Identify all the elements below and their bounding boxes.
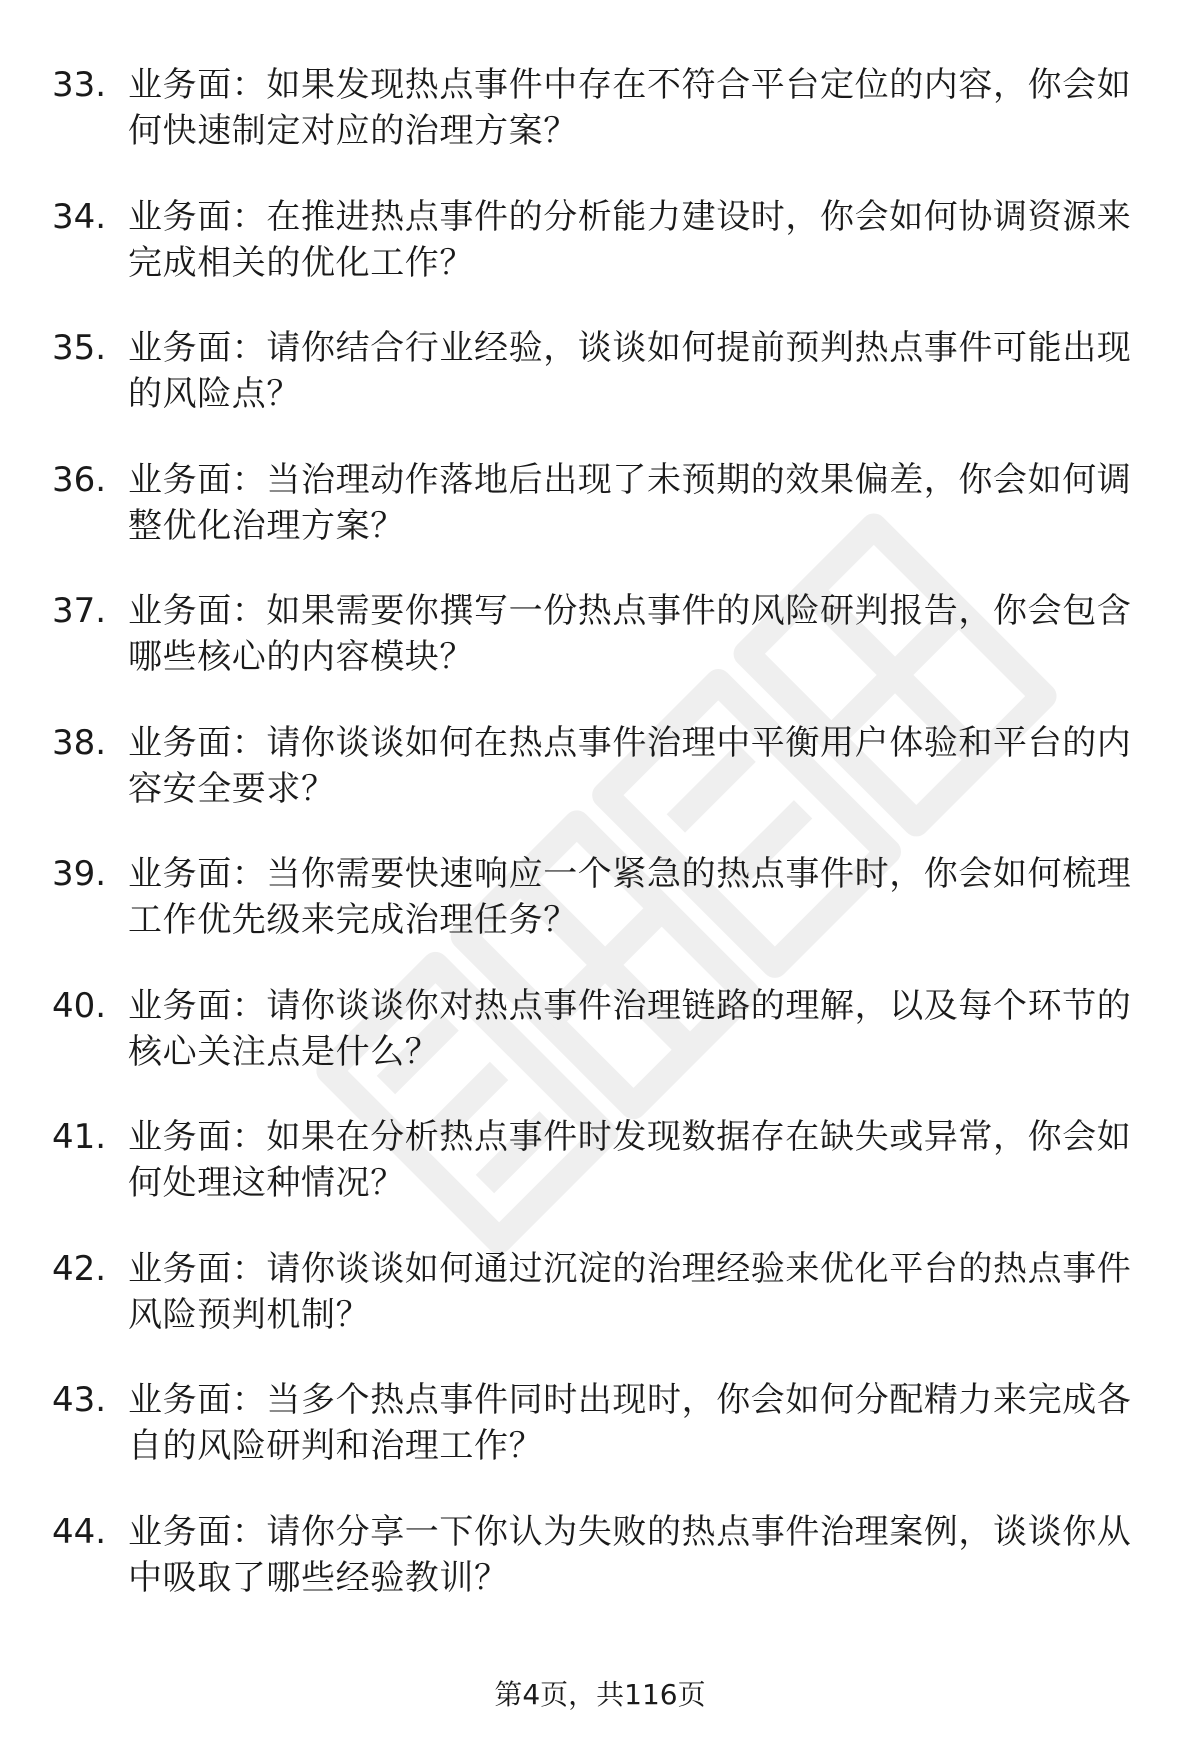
question-category: 业务面： (128, 854, 267, 894)
question-item (0, 1509, 1200, 1641)
question-body: 请你结合行业经验，谈谈如何提前预判热点事件可能出现的风险点？ (128, 328, 1132, 414)
question-item (0, 720, 1200, 852)
question-text (128, 720, 1138, 812)
question-body: 当你需要快速响应一个紧急的热点事件时，你会如何梳理工作优先级来完成治理任务？ (128, 854, 1132, 940)
question-number: 37. (52, 591, 107, 631)
question-category: 业务面： (128, 65, 267, 105)
question-text (128, 325, 1138, 417)
question-number: 33. (52, 65, 107, 105)
question-item (0, 588, 1200, 720)
question-category: 业务面： (128, 1248, 267, 1289)
question-body: 如果需要你撰写一份热点事件的风险研判报告，你会包含哪些核心的内容模块？ (128, 591, 1132, 677)
question-number: 40. (52, 985, 107, 1026)
question-item (0, 1114, 1200, 1246)
question-item (0, 1377, 1200, 1509)
question-number: 41. (52, 1117, 107, 1157)
question-number: 39. (52, 854, 107, 894)
question-body: 当多个热点事件同时出现时，你会如何分配精力来完成各自的风险研判和治理工作？ (128, 1380, 1132, 1466)
question-text (128, 457, 1138, 549)
question-body: 请你谈谈你对热点事件治理链路的理解，以及每个环节的核心关注点是什么？ (128, 985, 1132, 1072)
question-category: 业务面： (128, 328, 267, 368)
question-body: 当治理动作落地后出现了未预期的效果偏差，你会如何调整优化治理方案？ (128, 459, 1132, 546)
question-number: 42. (52, 1248, 107, 1289)
question-category: 业务面： (128, 591, 267, 631)
question-text (128, 1509, 1138, 1601)
question-text (128, 194, 1138, 286)
question-body: 在推进热点事件的分析能力建设时，你会如何协调资源来完成相关的优化工作？ (128, 196, 1132, 283)
question-text (128, 1246, 1138, 1338)
question-item (0, 1246, 1200, 1378)
question-item (0, 457, 1200, 589)
question-number: 35. (52, 328, 107, 368)
question-category: 业务面： (128, 1511, 267, 1552)
question-category: 业务面： (128, 722, 267, 763)
question-text (128, 1114, 1138, 1206)
page-number: 第4页，共116页 (494, 1678, 706, 1711)
question-category: 业务面： (128, 459, 267, 500)
question-item (0, 194, 1200, 326)
question-body: 请你谈谈如何在热点事件治理中平衡用户体验和平台的内容安全要求？ (128, 722, 1132, 809)
question-number: 38. (52, 722, 107, 763)
question-text (128, 62, 1138, 154)
question-text (128, 1377, 1138, 1469)
question-number: 36. (52, 459, 107, 500)
question-text (128, 983, 1138, 1075)
question-category: 业务面： (128, 985, 267, 1026)
question-item (0, 325, 1200, 457)
question-text (128, 851, 1138, 943)
question-number: 43. (52, 1380, 107, 1420)
question-category: 业务面： (128, 1117, 267, 1157)
question-body: 如果在分析热点事件时发现数据存在缺失或异常，你会如何处理这种情况？ (128, 1117, 1132, 1203)
question-text (128, 588, 1138, 680)
question-category: 业务面： (128, 1380, 267, 1420)
question-number: 44. (52, 1511, 107, 1552)
question-number: 34. (52, 196, 107, 237)
question-item (0, 851, 1200, 983)
question-item (0, 983, 1200, 1115)
question-body: 请你谈谈如何通过沉淀的治理经验来优化平台的热点事件风险预判机制？ (128, 1248, 1132, 1335)
question-list (0, 62, 1200, 1640)
question-item (0, 62, 1200, 194)
question-body: 如果发现热点事件中存在不符合平台定位的内容，你会如何快速制定对应的治理方案？ (128, 65, 1132, 151)
question-body: 请你分享一下你认为失败的热点事件治理案例，谈谈你从中吸取了哪些经验教训？ (128, 1511, 1132, 1598)
question-category: 业务面： (128, 196, 267, 237)
